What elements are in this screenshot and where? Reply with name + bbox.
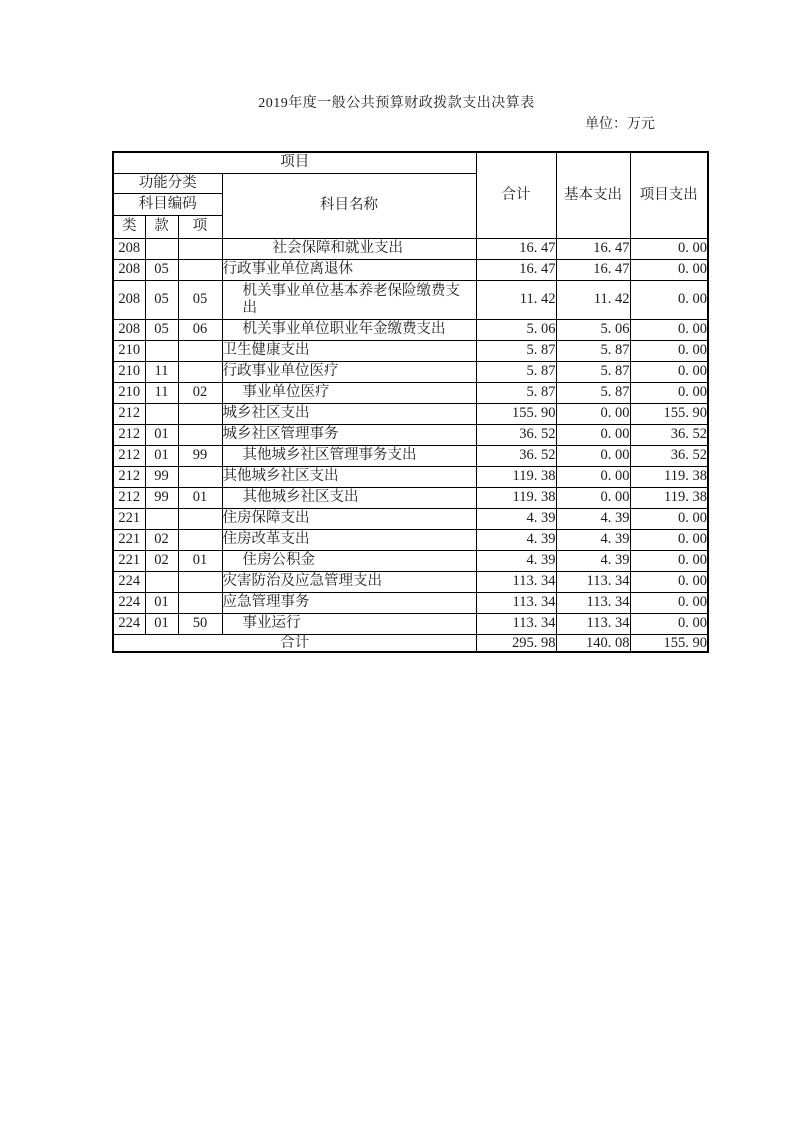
class-code-cell: 208	[113, 319, 145, 340]
subject-name-cell: 行政事业单位医疗	[222, 361, 476, 382]
item-code-cell	[178, 529, 222, 550]
basic-expenditure-cell: 4. 39	[556, 508, 630, 529]
basic-expenditure-cell: 0. 00	[556, 487, 630, 508]
project-expenditure-cell: 119. 38	[630, 466, 708, 487]
project-expenditure-cell: 0. 00	[630, 382, 708, 403]
section-code-cell: 01	[145, 445, 178, 466]
class-code-cell: 212	[113, 487, 145, 508]
section-code-cell: 05	[145, 259, 178, 280]
total-value-cell: 5. 87	[476, 382, 556, 403]
section-code-cell	[145, 571, 178, 592]
total-value-cell: 155. 90	[476, 403, 556, 424]
table-body	[113, 238, 708, 634]
total-value-cell: 113. 34	[476, 613, 556, 634]
class-code-cell: 221	[113, 550, 145, 571]
class-code-cell: 210	[113, 382, 145, 403]
item-code-cell	[178, 466, 222, 487]
table-header	[113, 152, 708, 238]
project-expenditure-cell: 36. 52	[630, 445, 708, 466]
grand-total-label: 合计	[113, 634, 476, 652]
section-code-cell: 05	[145, 280, 178, 319]
total-value-cell: 16. 47	[476, 238, 556, 259]
project-expenditure-cell: 0. 00	[630, 280, 708, 319]
item-code-cell	[178, 424, 222, 445]
item-code-cell	[178, 403, 222, 424]
item-code-cell: 50	[178, 613, 222, 634]
subject-name-cell: 机关事业单位基本养老保险缴费支出	[222, 280, 476, 319]
section-code-cell	[145, 238, 178, 259]
subject-name-cell: 城乡社区管理事务	[222, 424, 476, 445]
header-basic-expenditure: 基本支出	[556, 152, 630, 238]
item-code-cell: 06	[178, 319, 222, 340]
table-row	[113, 487, 708, 508]
basic-expenditure-cell: 16. 47	[556, 238, 630, 259]
item-code-cell: 99	[178, 445, 222, 466]
table-row	[113, 592, 708, 613]
header-project-expenditure: 项目支出	[630, 152, 708, 238]
table-row	[113, 382, 708, 403]
table-row	[113, 508, 708, 529]
class-code-cell: 208	[113, 259, 145, 280]
section-code-cell: 11	[145, 361, 178, 382]
basic-expenditure-cell: 4. 39	[556, 529, 630, 550]
item-code-cell: 01	[178, 487, 222, 508]
header-total: 合计	[476, 152, 556, 238]
total-value-cell: 11. 42	[476, 280, 556, 319]
item-code-cell: 02	[178, 382, 222, 403]
table-row	[113, 424, 708, 445]
class-code-cell: 224	[113, 571, 145, 592]
project-expenditure-cell: 155. 90	[630, 403, 708, 424]
item-code-cell	[178, 508, 222, 529]
expenditure-table	[112, 151, 709, 653]
header-subject-code: 科目编码	[113, 193, 222, 215]
subject-name-cell: 住房改革支出	[222, 529, 476, 550]
total-value-cell: 5. 87	[476, 361, 556, 382]
grand-total-row	[113, 634, 708, 652]
unit-label: 单位：万元	[585, 117, 655, 132]
section-code-cell: 01	[145, 424, 178, 445]
total-value-cell: 5. 87	[476, 340, 556, 361]
class-code-cell: 208	[113, 280, 145, 319]
table-row	[113, 361, 708, 382]
subject-name-cell: 住房保障支出	[222, 508, 476, 529]
project-expenditure-cell: 0. 00	[630, 613, 708, 634]
section-code-cell: 99	[145, 466, 178, 487]
total-value-cell: 113. 34	[476, 571, 556, 592]
class-code-cell: 210	[113, 340, 145, 361]
basic-expenditure-cell: 5. 87	[556, 382, 630, 403]
section-code-cell: 99	[145, 487, 178, 508]
subject-name-cell: 灾害防治及应急管理支出	[222, 571, 476, 592]
basic-expenditure-cell: 113. 34	[556, 592, 630, 613]
project-expenditure-cell: 0. 00	[630, 340, 708, 361]
item-code-cell	[178, 340, 222, 361]
basic-expenditure-cell: 113. 34	[556, 613, 630, 634]
table-row	[113, 550, 708, 571]
item-code-cell: 05	[178, 280, 222, 319]
header-subject-name: 科目名称	[222, 173, 476, 238]
table-row	[113, 238, 708, 259]
project-expenditure-cell: 0. 00	[630, 592, 708, 613]
table-row	[113, 259, 708, 280]
page-title: 2019年度一般公共预算财政拨款支出决算表	[258, 96, 535, 111]
basic-expenditure-cell: 11. 42	[556, 280, 630, 319]
section-code-cell: 11	[145, 382, 178, 403]
section-code-cell: 05	[145, 319, 178, 340]
total-value-cell: 4. 39	[476, 550, 556, 571]
section-code-cell: 01	[145, 592, 178, 613]
total-value-cell: 4. 39	[476, 529, 556, 550]
item-code-cell	[178, 592, 222, 613]
total-value-cell: 4. 39	[476, 508, 556, 529]
basic-expenditure-cell: 5. 87	[556, 361, 630, 382]
section-code-cell	[145, 403, 178, 424]
total-value-cell: 16. 47	[476, 259, 556, 280]
item-code-cell	[178, 259, 222, 280]
grand-total-basic: 140. 08	[556, 634, 630, 652]
project-expenditure-cell: 0. 00	[630, 319, 708, 340]
basic-expenditure-cell: 0. 00	[556, 445, 630, 466]
project-expenditure-cell: 0. 00	[630, 361, 708, 382]
total-value-cell: 36. 52	[476, 445, 556, 466]
class-code-cell: 212	[113, 403, 145, 424]
grand-total-project: 155. 90	[630, 634, 708, 652]
total-value-cell: 119. 38	[476, 466, 556, 487]
basic-expenditure-cell: 4. 39	[556, 550, 630, 571]
expenditure-table-container	[112, 151, 793, 653]
section-code-cell	[145, 508, 178, 529]
class-code-cell: 212	[113, 466, 145, 487]
section-code-cell: 01	[145, 613, 178, 634]
grand-total-sum: 295. 98	[476, 634, 556, 652]
table-footer	[113, 634, 708, 652]
subject-name-cell: 其他城乡社区管理事务支出	[222, 445, 476, 466]
subject-name-cell: 社会保障和就业支出	[222, 238, 476, 259]
subject-name-cell: 事业运行	[222, 613, 476, 634]
total-value-cell: 119. 38	[476, 487, 556, 508]
total-value-cell: 36. 52	[476, 424, 556, 445]
header-item: 项	[178, 215, 222, 238]
project-expenditure-cell: 0. 00	[630, 259, 708, 280]
project-expenditure-cell: 0. 00	[630, 571, 708, 592]
subject-name-cell: 行政事业单位离退休	[222, 259, 476, 280]
subject-name-cell: 住房公积金	[222, 550, 476, 571]
item-code-cell: 01	[178, 550, 222, 571]
table-row	[113, 571, 708, 592]
table-row	[113, 613, 708, 634]
header-class: 类	[113, 215, 145, 238]
class-code-cell: 224	[113, 613, 145, 634]
basic-expenditure-cell: 5. 06	[556, 319, 630, 340]
subject-name-cell: 应急管理事务	[222, 592, 476, 613]
header-functional-classification: 功能分类	[113, 173, 222, 193]
subject-name-cell: 其他城乡社区支出	[222, 466, 476, 487]
project-expenditure-cell: 0. 00	[630, 238, 708, 259]
class-code-cell: 208	[113, 238, 145, 259]
subject-name-cell: 卫生健康支出	[222, 340, 476, 361]
subject-name-cell: 城乡社区支出	[222, 403, 476, 424]
table-row	[113, 319, 708, 340]
item-code-cell	[178, 361, 222, 382]
subject-name-cell: 其他城乡社区支出	[222, 487, 476, 508]
class-code-cell: 221	[113, 529, 145, 550]
basic-expenditure-cell: 0. 00	[556, 424, 630, 445]
basic-expenditure-cell: 0. 00	[556, 466, 630, 487]
project-expenditure-cell: 0. 00	[630, 550, 708, 571]
project-expenditure-cell: 0. 00	[630, 508, 708, 529]
class-code-cell: 212	[113, 445, 145, 466]
section-code-cell: 02	[145, 529, 178, 550]
table-row	[113, 280, 708, 319]
basic-expenditure-cell: 0. 00	[556, 403, 630, 424]
class-code-cell: 224	[113, 592, 145, 613]
class-code-cell: 212	[113, 424, 145, 445]
class-code-cell: 210	[113, 361, 145, 382]
basic-expenditure-cell: 113. 34	[556, 571, 630, 592]
table-row	[113, 466, 708, 487]
class-code-cell: 221	[113, 508, 145, 529]
project-expenditure-cell: 36. 52	[630, 424, 708, 445]
item-code-cell	[178, 238, 222, 259]
header-project: 项目	[113, 152, 476, 173]
table-row	[113, 403, 708, 424]
table-row	[113, 445, 708, 466]
subject-name-cell: 事业单位医疗	[222, 382, 476, 403]
subject-name-cell: 机关事业单位职业年金缴费支出	[222, 319, 476, 340]
total-value-cell: 113. 34	[476, 592, 556, 613]
project-expenditure-cell: 0. 00	[630, 529, 708, 550]
basic-expenditure-cell: 16. 47	[556, 259, 630, 280]
header-section: 款	[145, 215, 178, 238]
item-code-cell	[178, 571, 222, 592]
project-expenditure-cell: 119. 38	[630, 487, 708, 508]
section-code-cell	[145, 340, 178, 361]
table-row	[113, 340, 708, 361]
basic-expenditure-cell: 5. 87	[556, 340, 630, 361]
table-row	[113, 529, 708, 550]
total-value-cell: 5. 06	[476, 319, 556, 340]
section-code-cell: 02	[145, 550, 178, 571]
